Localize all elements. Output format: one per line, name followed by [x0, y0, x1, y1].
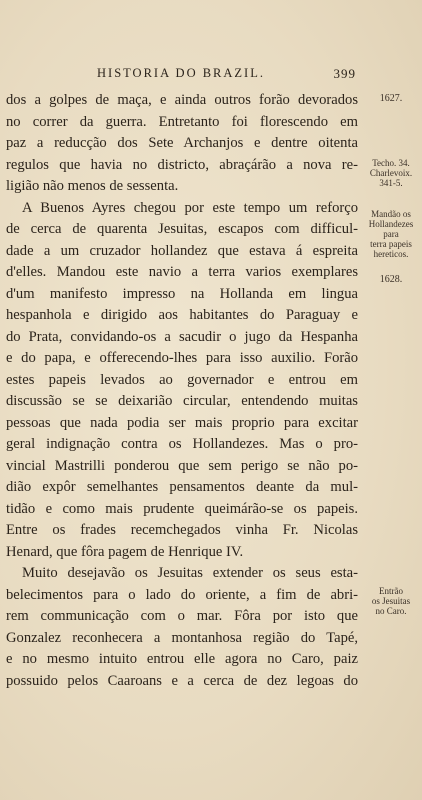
text-line: e no mesmo intuito entrou elle agora no Caro, paiz — [6, 651, 358, 667]
margin-note-mandao — [362, 209, 420, 259]
text-line: dião expôr semelhantes pensamentos deante da mul- — [6, 479, 358, 495]
text-line: do Prata, convidando-os a sacudir o jugo da Hespanha — [6, 328, 358, 345]
text-line: vincial Mastrilli ponderou que sem perigo se não po- — [6, 457, 358, 474]
text-line: discussão se se deixarião circular, entendendo muitas — [6, 393, 358, 409]
page-number: 399 — [333, 66, 356, 81]
margin-note-line: Entrão — [379, 586, 403, 596]
text-line: Gonzalez reconhecera a montanhosa região do Tapé, — [6, 629, 358, 646]
margin-note-year-1628: 1628. — [379, 274, 403, 285]
text-line: de cerca de quarenta Jesuitas, escapos com difficul- — [6, 221, 358, 237]
margin-note-line: Hollandezes — [368, 219, 414, 229]
text-line: Henard, que fôra pagem de Henrique IV. — [6, 543, 244, 560]
margin-note-line: Techo. 34. — [372, 158, 410, 168]
text-line: hespanhola e dirigido aos habitantes do Paraguay e — [6, 307, 358, 323]
margin-note-line: hereticos. — [373, 249, 409, 259]
margin-note-line: terra papeis — [370, 239, 412, 249]
text-line: ligião não menos de sessenta. — [6, 178, 179, 194]
text-line: e do papa, e offerecendo-lhes para isso auxilio. Forão — [6, 350, 358, 366]
text-line: estes papeis levados ao governador e entrou em — [6, 371, 358, 388]
text-line: A Buenos Ayres chegou por este tempo um reforço — [22, 199, 358, 216]
paragraph-3 — [6, 563, 358, 692]
margin-note-year-1627: 1627. — [379, 93, 403, 104]
text-line: tidão e como mais prudente queimárão-se os papeis. — [6, 500, 358, 517]
text-line: rem communicação com o mar. Fôra por isto que — [6, 608, 358, 624]
margin-note-line: 341-5. — [379, 178, 403, 188]
running-title: HISTORIA DO BRAZIL. — [97, 66, 265, 80]
margin-note-line: Charlevoix. — [369, 168, 413, 178]
body-text — [6, 90, 358, 692]
text-line: d'um manifesto impresso na Hollanda em lingua — [6, 285, 358, 302]
text-line: geral indignação contra os Hollandezes. Mas o pro- — [6, 436, 358, 452]
margin-note-line: Mandão os — [371, 209, 411, 219]
paragraph-2 — [6, 198, 358, 564]
text-line: d'elles. Mandou este navio a terra varios exemplares — [6, 264, 358, 280]
text-line: Entre os frades recemchegados vinha Fr. Nicolas — [6, 522, 358, 538]
margin-note-line: os Jesuitas — [371, 596, 411, 606]
text-line: paz a reducção dos Sete Archanjos e dentre oitenta — [6, 135, 358, 151]
text-line: belecimentos para o lado do oriente, a fim de abri- — [6, 586, 358, 603]
margin-note-line: para — [383, 229, 399, 239]
margin-note-entrao — [362, 586, 420, 616]
text-line: regulos que havia no districto, abraçárão a nova re- — [6, 156, 358, 173]
text-line: Muito desejavão os Jesuitas extender os seus esta- — [22, 565, 358, 581]
paragraph-1 — [6, 90, 358, 198]
text-line: dade a um cruzador hollandez que estava á espreita — [6, 242, 358, 259]
margin-note-techo — [362, 158, 420, 188]
text-line: dos a golpes de maça, e ainda outros forão devorados — [6, 92, 358, 108]
running-head — [6, 66, 356, 82]
text-line: no correr da guerra. Entretanto foi florescendo em — [6, 113, 358, 130]
text-line: pessoas que nada podia ser mais proprio para excitar — [6, 414, 358, 431]
margin-note-line: no Caro. — [375, 606, 407, 616]
text-line: possuido pelos Caaroans e a cerca de dez legoas do — [6, 672, 358, 689]
